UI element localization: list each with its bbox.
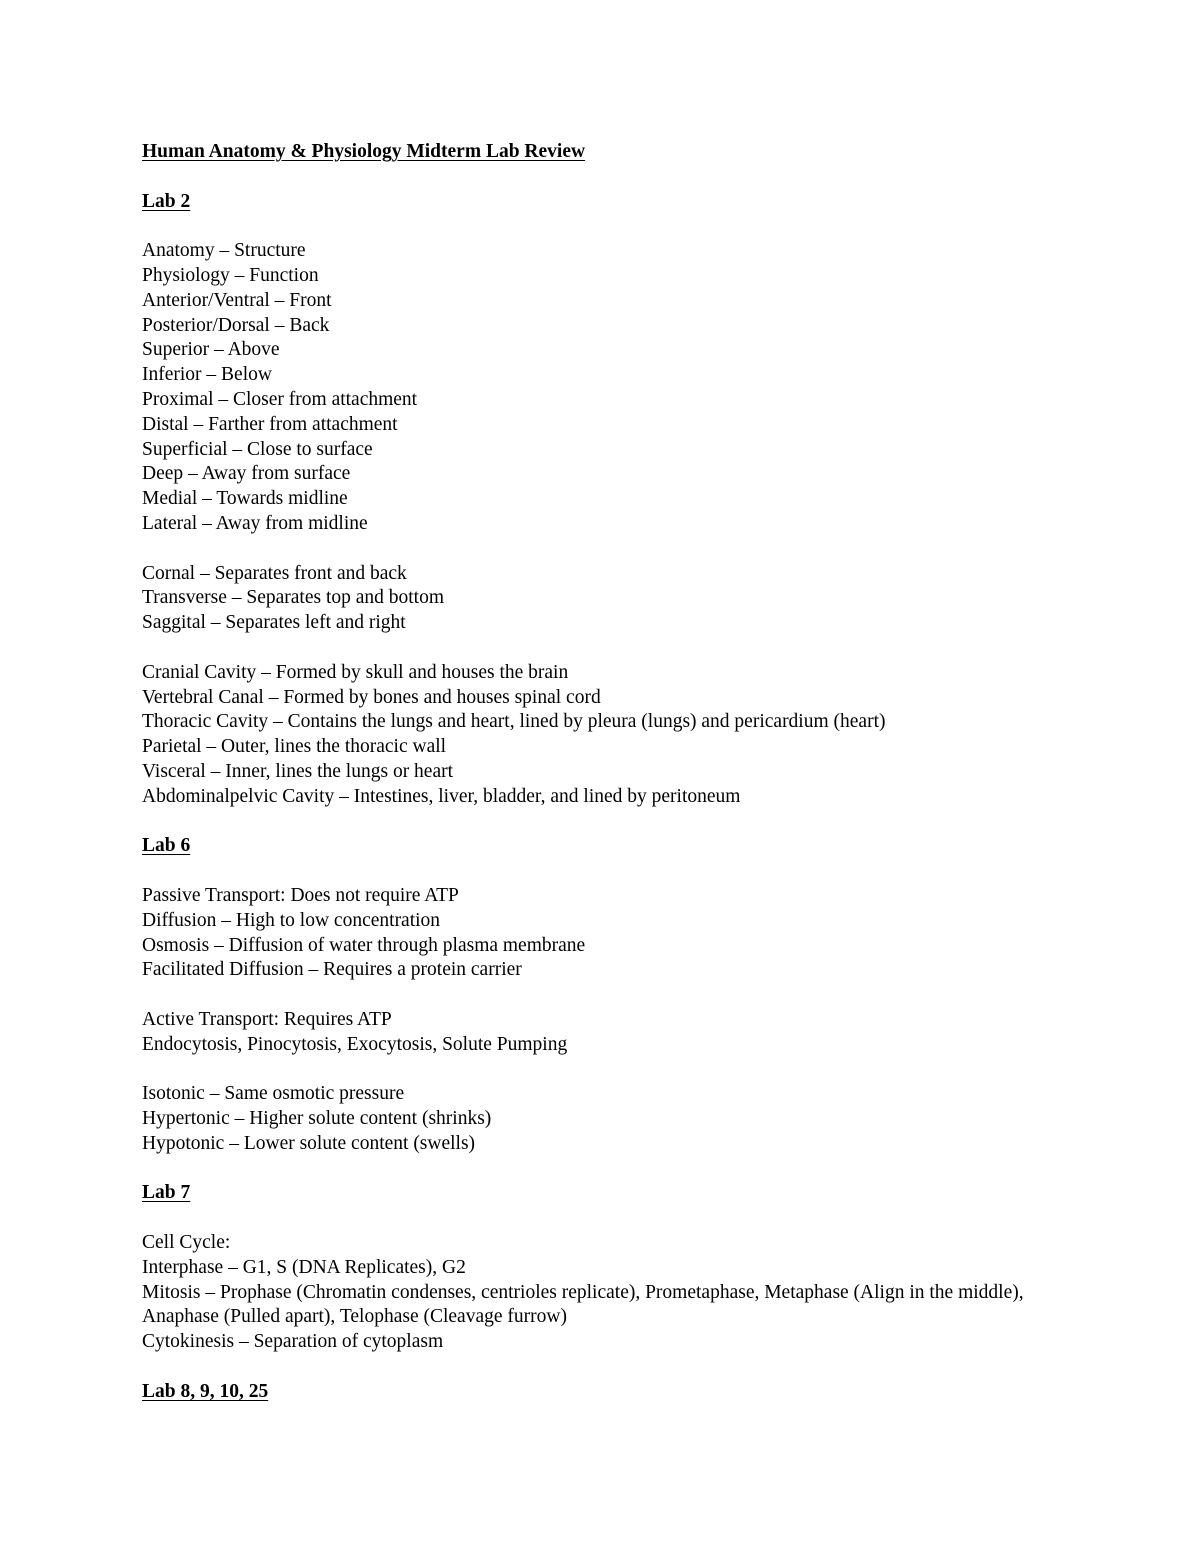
spacer [142, 1355, 1062, 1380]
lab-2-term: Posterior/Dorsal – Back [142, 314, 330, 336]
lab-2-plane: Cornal – Separates front and back [142, 562, 407, 584]
lab-2-cavity: Parietal – Outer, lines the thoracic wall [142, 736, 447, 758]
lab-2-heading: Lab 2 [142, 190, 191, 212]
spacer [142, 1157, 1062, 1182]
lab-7-interphase: Interphase – G1, S (DNA Replicates), G2 [142, 1256, 466, 1278]
spacer [142, 810, 1062, 835]
lab-2-plane: Transverse – Separates top and bottom [142, 587, 445, 609]
lab-2-term: Superficial – Close to surface [142, 438, 373, 460]
spacer [142, 214, 1062, 239]
lab-2-cavity: Cranial Cavity – Formed by skull and houses the brain [142, 661, 569, 683]
lab-2-term: Physiology – Function [142, 264, 319, 286]
lab-2-term: Anatomy – Structure [142, 240, 306, 262]
lab-2-term: Inferior – Below [142, 364, 272, 386]
lab-2-cavity: Vertebral Canal – Formed by bones and houses spinal cord [142, 686, 601, 708]
lab-2-term: Deep – Away from surface [142, 463, 351, 485]
lab-6-tonicity-item: Hypertonic – Higher solute content (shrinks) [142, 1108, 492, 1130]
lab-2-term: Proximal – Closer from attachment [142, 388, 418, 410]
lab-7-heading: Lab 7 [142, 1182, 191, 1204]
lab-2-term: Lateral – Away from midline [142, 512, 368, 534]
lab-7-cytokinesis: Cytokinesis – Separation of cytoplasm [142, 1331, 444, 1353]
lab-2-term: Distal – Farther from attachment [142, 413, 398, 435]
lab-2-term: Anterior/Ventral – Front [142, 289, 332, 311]
lab-2-cavity: Thoracic Cavity – Contains the lungs and heart, lined by pleura (lungs) and pericardium (heart) [142, 711, 886, 733]
lab-2-cavity: Visceral – Inner, lines the lungs or heart [142, 760, 454, 782]
lab-6-passive-item: Facilitated Diffusion – Requires a protein carrier [142, 959, 522, 981]
lab-2-term: Medial – Towards midline [142, 488, 348, 510]
spacer [142, 859, 1062, 884]
lab-7-mitosis: Mitosis – Prophase (Chromatin condenses, centrioles replicate), Prometaphase, Metaphase (Align in the middle), Anaphase (Pulled apart), Telophase (Cleavage furrow) [142, 1281, 1024, 1328]
lab-6-tonicity-item: Isotonic – Same osmotic pressure [142, 1083, 405, 1105]
lab-2-cavity: Abdominalpelvic Cavity – Intestines, liver, bladder, and lined by peritoneum [142, 785, 741, 807]
document-title: Human Anatomy & Physiology Midterm Lab Review [142, 141, 586, 162]
spacer [142, 1206, 1062, 1231]
lab-6-tonicity-item: Hypotonic – Lower solute content (swells) [142, 1132, 476, 1154]
spacer [142, 983, 1062, 1008]
lab-6-passive-item: Osmosis – Diffusion of water through plasma membrane [142, 934, 586, 956]
spacer [142, 537, 1062, 562]
lab-6-heading: Lab 6 [142, 835, 191, 857]
spacer [142, 165, 1062, 190]
lab-6-active-item: Active Transport: Requires ATP [142, 1008, 392, 1030]
lab-6-passive-item: Diffusion – High to low concentration [142, 909, 441, 931]
lab-8-9-10-25-heading: Lab 8, 9, 10, 25 [142, 1380, 269, 1402]
lab-7-cell-cycle-label: Cell Cycle: [142, 1232, 231, 1254]
lab-6-active-item: Endocytosis, Pinocytosis, Exocytosis, Solute Pumping [142, 1033, 568, 1055]
lab-2-plane: Saggital – Separates left and right [142, 612, 406, 634]
lab-2-term: Superior – Above [142, 339, 280, 361]
lab-6-passive-item: Passive Transport: Does not require ATP [142, 884, 459, 906]
spacer [142, 1057, 1062, 1082]
document-page [142, 140, 1062, 1405]
spacer [142, 636, 1062, 661]
